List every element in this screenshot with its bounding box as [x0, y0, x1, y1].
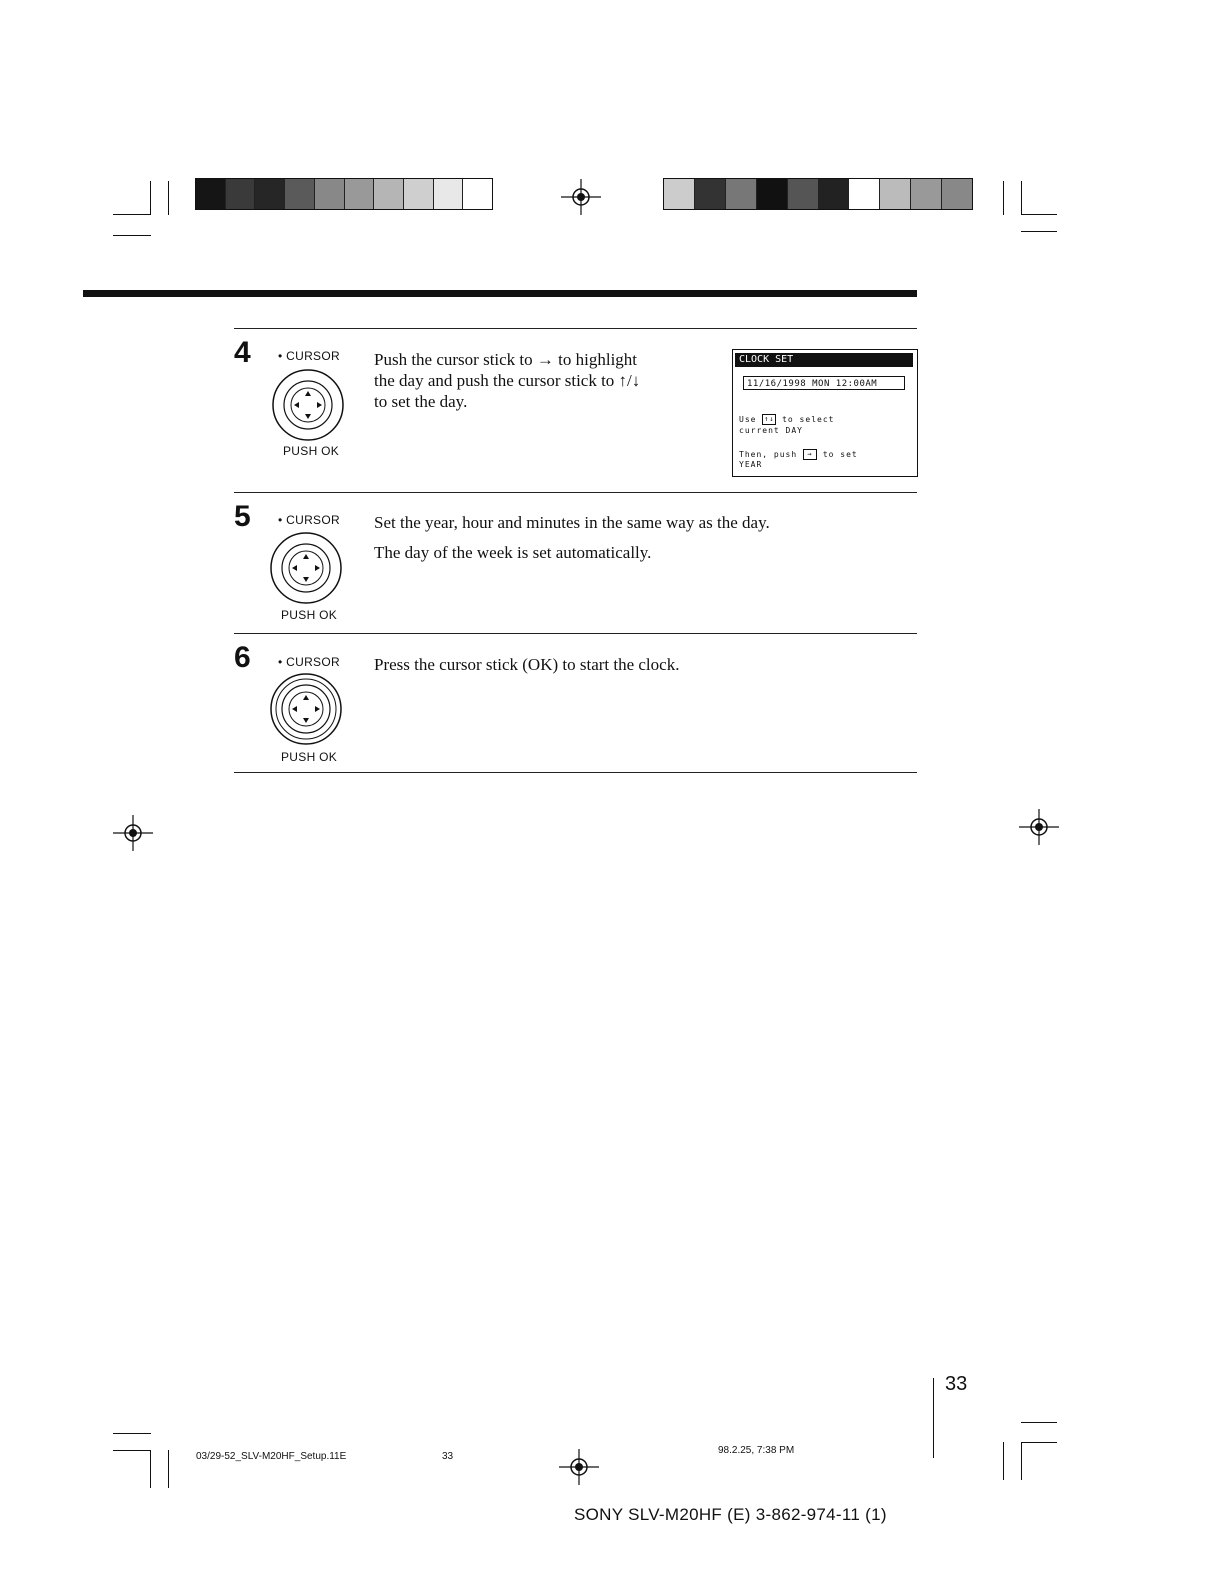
step-number: 5: [234, 500, 251, 533]
registration-target-icon: [113, 813, 153, 853]
registration-target-icon: [561, 177, 601, 217]
header-rule: [83, 290, 917, 297]
registration-target-icon: [559, 1447, 599, 1487]
cursor-label: • CURSOR: [278, 349, 340, 363]
osd-instruction: current DAY: [739, 426, 803, 435]
crop-mark: [1021, 231, 1057, 232]
page-number: 33: [945, 1373, 968, 1395]
registration-target-icon: [1019, 807, 1059, 847]
cursor-stick-icon: [270, 367, 346, 443]
osd-title: CLOCK SET: [735, 353, 913, 367]
push-ok-label: PUSH OK: [281, 750, 338, 764]
push-ok-label: PUSH OK: [281, 608, 338, 622]
crop-mark: [150, 1450, 151, 1488]
crop-mark: [113, 1450, 151, 1451]
clock-set-screen: [732, 349, 918, 477]
color-calibration-bar: [663, 178, 973, 210]
crop-mark: [1021, 1442, 1022, 1480]
step-divider: [234, 633, 917, 634]
crop-mark: [168, 181, 169, 215]
step-divider: [234, 772, 917, 773]
osd-instruction: Use ↑↓ to select: [739, 415, 835, 424]
osd-instruction: YEAR: [739, 460, 763, 469]
crop-mark: [113, 235, 151, 236]
step-divider: [234, 328, 917, 329]
color-calibration-bar: [195, 178, 493, 210]
footer-filename: 03/29-52_SLV-M20HF_Setup.11E: [196, 1451, 347, 1462]
instruction-line: The day of the week is set automatically.: [374, 543, 652, 562]
crop-mark: [1021, 1422, 1057, 1423]
crop-mark: [113, 214, 151, 215]
crop-mark: [113, 1433, 151, 1434]
osd-date-line: 11/16/1998 MON 12:00AM: [743, 376, 905, 390]
crop-mark: [1003, 1442, 1004, 1480]
osd-instruction: Then, push → to set: [739, 450, 858, 459]
crop-mark: [1021, 214, 1057, 215]
instruction-line: to set the day.: [374, 392, 468, 411]
footer-timestamp: 98.2.25, 7:38 PM: [718, 1445, 795, 1456]
instruction-line: Push the cursor stick to → to highlight: [374, 350, 638, 369]
instruction-line: the day and push the cursor stick to ↑/↓: [374, 371, 641, 390]
crop-mark: [1021, 181, 1022, 215]
cursor-label: • CURSOR: [278, 513, 340, 527]
step-instruction: [374, 654, 894, 684]
instruction-line: Set the year, hour and minutes in the same way as the day.: [374, 513, 770, 532]
cursor-label: • CURSOR: [278, 655, 340, 669]
step-instruction: [374, 349, 719, 412]
model-number-line: SONY SLV-M20HF (E) 3-862-974-11 (1): [574, 1505, 887, 1524]
cursor-stick-pressed-icon: [268, 671, 344, 747]
instruction-line: Press the cursor stick (OK) to start the clock.: [374, 655, 680, 674]
crop-mark: [168, 1450, 169, 1488]
page-number-rule: [933, 1378, 934, 1458]
right-key-icon: →: [803, 449, 817, 460]
crop-mark: [1021, 1442, 1057, 1443]
cursor-stick-icon: [268, 530, 344, 606]
step-number: 6: [234, 641, 251, 674]
crop-mark: [1003, 181, 1004, 215]
crop-mark: [150, 181, 151, 215]
step-instruction: [374, 512, 894, 572]
step-number: 4: [234, 336, 251, 369]
step-divider: [234, 492, 917, 493]
push-ok-label: PUSH OK: [283, 444, 340, 458]
footer-page: 33: [442, 1451, 454, 1462]
up-down-key-icon: ↑↓: [764, 415, 775, 423]
